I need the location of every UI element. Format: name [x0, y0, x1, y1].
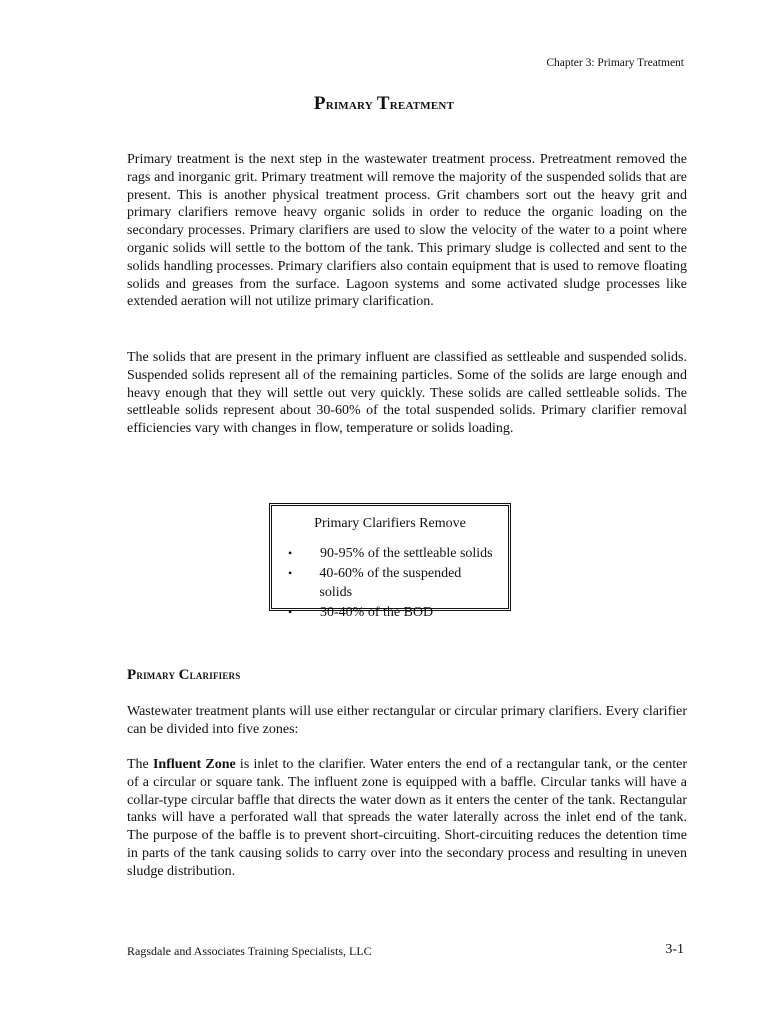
- list-item-text: 90-95% of the settleable solids: [320, 546, 493, 561]
- bullet-icon: •: [288, 565, 293, 580]
- page-title: [0, 94, 768, 115]
- removal-list: [286, 544, 494, 622]
- title-rest-1: rimary: [325, 97, 377, 113]
- list-item-text: 30-40% of the BOD: [320, 604, 434, 620]
- influent-zone-term: Influent Zone: [152, 757, 236, 772]
- title-cap-1: P: [313, 93, 326, 114]
- list-item: [286, 564, 494, 603]
- influent-zone-text: is inlet to the clarifier. Water enters the end of a rectangular tank, or the center of a circular or square tank. The influent zone is equipped with a baffle. Circular tanks will have a collar-type circular baffle that directs the water down as it enters the center of the tank. Rectangular tanks will have a perforated wall that spreads the water laterally across the inlet end of the tank. The purpose of the baffle is to prevent short-circuiting. Short-circuiting reduces the detention time in parts of the tank causing solids to carry over into the secondary process and resulting in uneven sludge distribution.: [127, 757, 688, 879]
- list-item: [286, 544, 494, 564]
- heading-cap-1: P: [127, 667, 137, 683]
- footer-publisher: Ragsdale and Associates Training Specialists, LLC: [127, 944, 372, 958]
- bullet-icon: •: [288, 546, 293, 560]
- heading-cap-2: C: [178, 667, 190, 683]
- callout-title: Primary Clarifiers Remove: [314, 516, 466, 531]
- clarifier-intro-paragraph: Wastewater treatment plants will use either rectangular or circular primary clarifiers. Every clarifier can be divided into five zones:: [127, 704, 687, 737]
- section-heading: [127, 666, 240, 684]
- bullet-icon: •: [288, 604, 293, 619]
- title-cap-2: T: [376, 93, 390, 114]
- heading-rest-2: larifiers: [189, 668, 241, 682]
- intro-paragraph: Primary treatment is the next step in the wastewater treatment process. Pretreatment removed the rags and inorganic grit. Primary treatment will remove the majority of the suspended solids that are present. This is another physical treatment process. Grit chambers sort out the heavy grit and primary clarifiers remove heavy organic solids in order to reduce the organic loading on the secondary processes. Primary clarifiers are used to slow the velocity of the water to a point where organic solids will settle to the bottom of the tank. This primary sludge is collected and sent to the solids handling processes. Primary clarifiers also contain equipment that is used to remove floating solids and greases from the surface. Lagoon systems and some activated sludge processes like extended aeration will not utilize primary clarification.: [127, 152, 687, 310]
- solids-paragraph: The solids that are present in the primary influent are classified as settleable and suspended solids. Suspended solids represent all of the remaining particles. Some of the solids are large enough and heavy enough that they will settle out very quickly. These solids are called settleable solids. The settleable solids represent about 30-60% of the total suspended solids. Primary clarifier removal efficiencies vary with changes in flow, temperature or solids loading.: [127, 350, 687, 437]
- clarifier-removal-box: [269, 503, 511, 620]
- influent-lead: The: [127, 757, 153, 772]
- list-item: [286, 603, 494, 623]
- heading-rest-1: rimary: [136, 668, 179, 682]
- page-number: 3-1: [665, 942, 684, 957]
- list-item-text: 40-60% of the suspended solids: [319, 565, 462, 600]
- title-rest-2: reatment: [389, 97, 455, 113]
- influent-zone-paragraph: [127, 756, 687, 881]
- running-header: Chapter 3: Primary Treatment: [546, 57, 684, 69]
